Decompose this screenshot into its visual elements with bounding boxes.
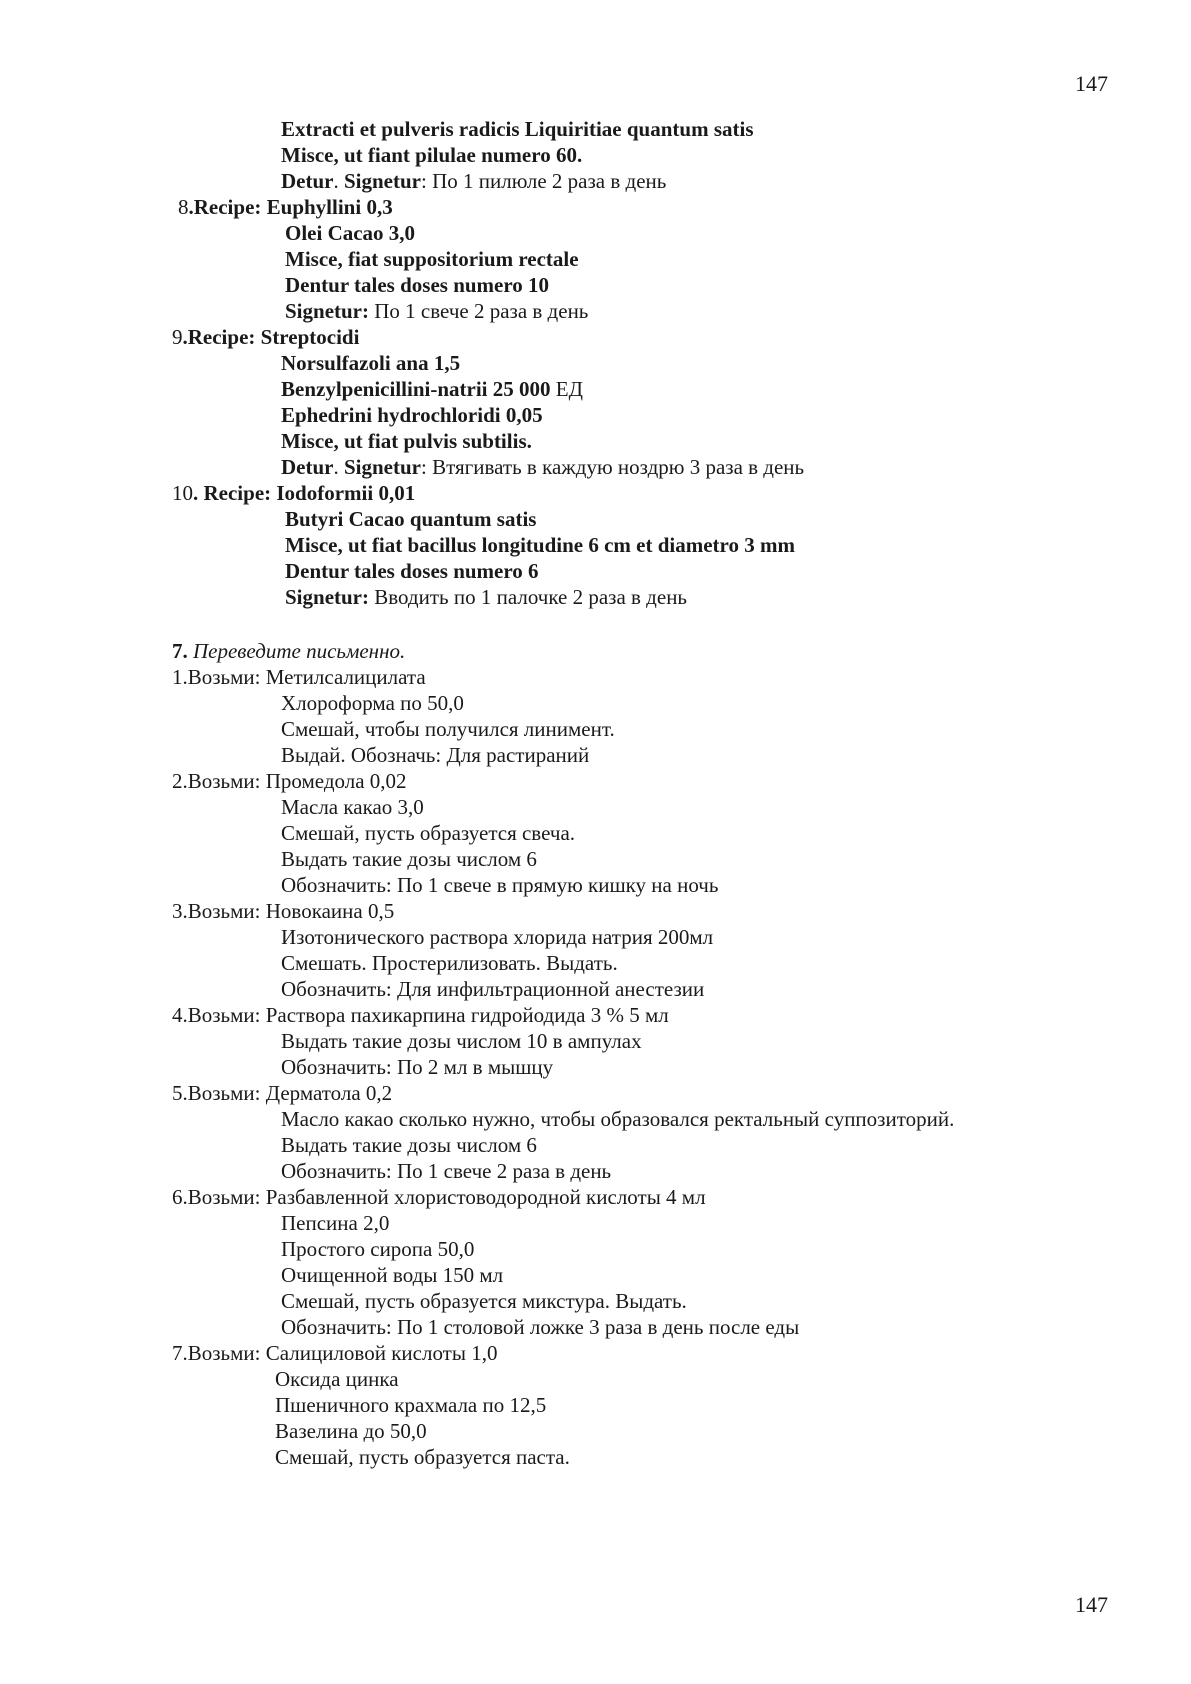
page-number-bottom: 147 [1075,1592,1108,1617]
translation-line: Масла какао 3,0 [281,795,424,819]
translation-line: Пепсина 2,0 [281,1211,390,1235]
signetur-label: Signetur [343,169,421,193]
translation-head [172,1340,497,1366]
translation-line: Изотонического раствора хлорида натрия 200мл [281,925,714,949]
page-number-top: 147 [1075,71,1108,96]
translation-first: Салициловой кислоты 1,0 [265,1341,498,1365]
recipe-line: Olei Cacao 3,0 [285,221,416,245]
translation-line: Пшеничного крахмала по 12,5 [275,1393,547,1417]
signature-text: Вводить по 1 палочке 2 раза в день [369,585,688,609]
recipe-line: Ephedrini hydrochloridi 0,05 [281,403,543,427]
recipe-signature-line [281,454,804,480]
translation-head [172,664,426,690]
signature-text: : Втягивать в каждую ноздрю 3 раза в день [421,455,805,479]
recipe-line: Misce, fiat suppositorium rectale [285,247,579,271]
recipe-number: 9 [172,325,183,349]
recipe-line: Norsulfazoli ana 1,5 [281,351,461,375]
recipe-9-head [172,324,359,350]
recipe-line [281,376,583,402]
translation-line: Вазелина до 50,0 [275,1419,427,1443]
translation-line: Обозначить: По 2 мл в мышцу [281,1055,554,1079]
translation-number: 4.Возьми: [172,1003,266,1027]
signature-text: : По 1 пилюле 2 раза в день [421,169,667,193]
translation-line: Выдай. Обозначь: Для растираний [281,743,590,767]
translation-line: Выдать такие дозы числом 10 в ампулах [281,1029,642,1053]
recipe-signature-line [281,168,666,194]
translation-line: Смешай, пусть образуется микстура. Выдать. [281,1289,687,1313]
recipe-line: Misce, ut fiant pilulae numero 60. [281,143,583,167]
translation-number: 6.Возьми: [172,1185,266,1209]
translation-line: Очищенной воды 150 мл [281,1263,504,1287]
signetur-label: Signetur [343,455,421,479]
ingredient-text: Benzylpenicillini-natrii 25 000 [281,377,551,401]
recipe-signature-line [285,298,588,324]
translation-head [172,1002,669,1028]
task-title: Переведите письменно. [187,639,406,663]
translation-line: Хлороформа по 50,0 [281,691,464,715]
detur-label: Detur [281,455,334,479]
recipe-line: Dentur tales doses numero 6 [285,559,539,583]
recipe-number: 8 [178,195,189,219]
translation-first: Промедола 0,02 [265,769,407,793]
translation-first: Метилсалицилата [265,665,426,689]
recipe-line: Misce, ut fiat pulvis subtilis. [281,429,532,453]
translation-first: Раствора пахикарпина гидройодида 3 % 5 мл [265,1003,669,1027]
translation-head [172,1080,392,1106]
recipe-10-head [172,480,415,506]
translation-line: Смешать. Простерилизовать. Выдать. [281,951,618,975]
translation-head [172,898,394,924]
translation-number: 1.Возьми: [172,665,266,689]
recipe-line: Butyri Cacao quantum satis [285,507,537,531]
translation-head [172,768,407,794]
recipe-head-text: .Recipe: Euphyllini 0,3 [188,195,393,219]
translation-line: Выдать такие дозы числом 6 [281,847,537,871]
detur-label: Detur [281,169,334,193]
recipe-8-head [178,194,393,220]
recipe-signature-line [285,584,687,610]
separator: . [333,455,344,479]
translation-first: Дерматола 0,2 [265,1081,393,1105]
translation-line: Обозначить: Для инфильтрационной анестезии [281,977,705,1001]
translation-first: Новокаина 0,5 [265,899,395,923]
translation-first: Разбавленной хлористоводородной кислоты 4 мл [265,1185,706,1209]
translation-line: Смешай, чтобы получился линимент. [281,717,615,741]
signetur-label: Signetur: [285,585,369,609]
recipe-line: Extracti et pulveris radicis Liquiritiae quantum satis [281,117,754,141]
unit-text: ЕД [550,377,583,401]
task-number: 7. [172,639,188,663]
signetur-label: Signetur: [285,299,369,323]
translation-number: 7.Возьми: [172,1341,266,1365]
translation-line: Простого сиропа 50,0 [281,1237,475,1261]
recipe-head-text: . Recipe: Iodoformii 0,01 [193,481,416,505]
recipe-number: 10 [172,481,193,505]
task-heading [172,638,405,664]
translation-line: Смешай, пусть образуется паста. [275,1445,570,1469]
translation-line: Обозначить: По 1 столовой ложке 3 раза в день после еды [281,1315,800,1339]
recipe-line: Dentur tales doses numero 10 [285,273,550,297]
translation-line: Оксида цинка [275,1367,399,1391]
translation-line: Выдать такие дозы числом 6 [281,1133,537,1157]
recipe-line: Misce, ut fiat bacillus longitudine 6 cm et diametro 3 mm [285,533,795,557]
translation-line: Обозначить: По 1 свече в прямую кишку на ночь [281,873,719,897]
translation-head [172,1184,706,1210]
translation-line: Смешай, пусть образуется свеча. [281,821,576,845]
recipe-head-text: .Recipe: Streptocidi [182,325,360,349]
translation-number: 2.Возьми: [172,769,266,793]
translation-number: 3.Возьми: [172,899,266,923]
separator: . [333,169,344,193]
signature-text: По 1 свече 2 раза в день [369,299,589,323]
translation-line: Обозначить: По 1 свече 2 раза в день [281,1159,612,1183]
translation-number: 5.Возьми: [172,1081,266,1105]
translation-line: Масло какао сколько нужно, чтобы образовался ректальный суппозиторий. [281,1107,955,1131]
